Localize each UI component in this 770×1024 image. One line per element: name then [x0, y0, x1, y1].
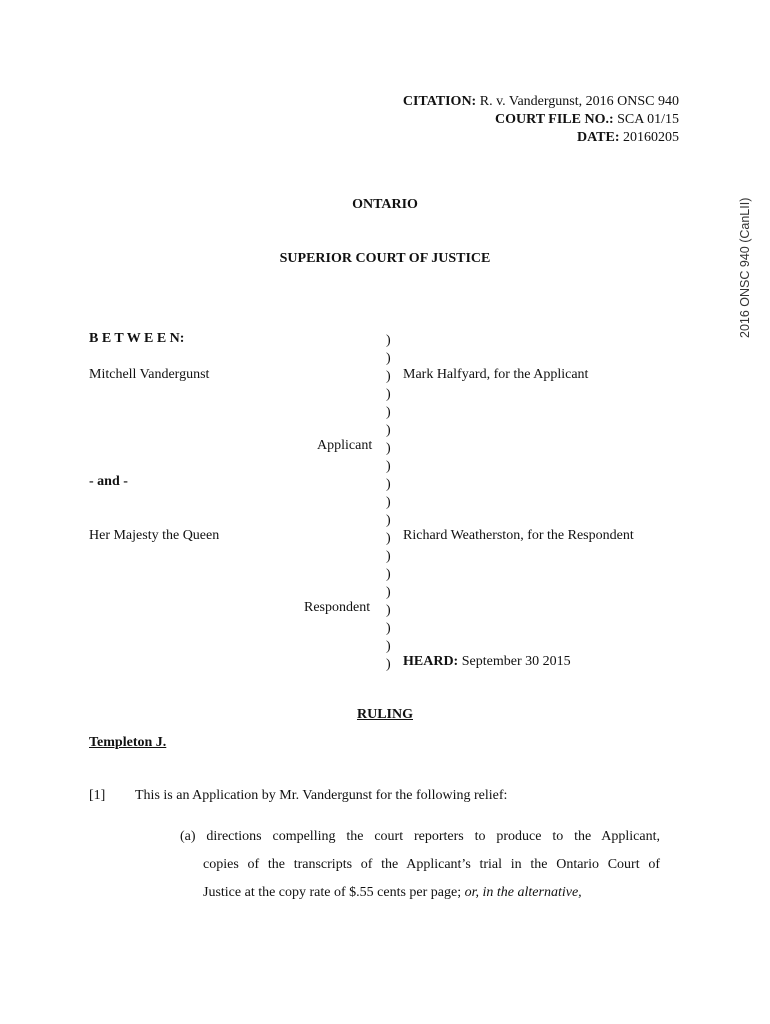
- date-line: [577, 129, 679, 147]
- applicant-name: Mitchell Vandergunst: [89, 367, 210, 382]
- paren: ): [386, 351, 391, 366]
- court-file-value: SCA 01/15: [617, 112, 679, 127]
- relief-item-a-alternative: or, in the alternative,: [464, 885, 582, 900]
- court-file-label: COURT FILE NO.:: [494, 112, 614, 127]
- relief-item-a-line: copies of the transcripts of the Applicant’s trial in the Ontario Court of: [203, 857, 660, 872]
- paren: ): [386, 639, 391, 654]
- paren: ): [386, 387, 391, 402]
- relief-item-a-line: Justice at the copy rate of $.55 cents per page; or, in the alternative,: [203, 885, 582, 900]
- citation-line: [403, 93, 679, 111]
- date-value: 20160205: [623, 130, 679, 145]
- paren: ): [386, 477, 391, 492]
- applicant-counsel: Mark Halfyard, for the Applicant: [403, 367, 589, 382]
- paren: ): [386, 657, 391, 672]
- between-label: B E T W E E N:: [89, 331, 185, 346]
- respondent-label: Respondent: [304, 600, 371, 615]
- canlii-side-tag: 2016 ONSC 940 (CanLII): [738, 197, 752, 338]
- judge-name: Templeton J.: [89, 735, 167, 750]
- court-file-line: [495, 111, 679, 129]
- paren: ): [386, 621, 391, 636]
- paren: ): [386, 585, 391, 600]
- paren: ): [386, 405, 391, 420]
- date-label: DATE:: [576, 130, 620, 145]
- paren: ): [386, 459, 391, 474]
- citation-value: R. v. Vandergunst, 2016 ONSC 940: [479, 94, 679, 109]
- heard-date: September 30 2015: [461, 654, 571, 669]
- paren: ): [386, 495, 391, 510]
- respondent-counsel: Richard Weatherston, for the Respondent: [403, 528, 634, 543]
- heard-label: HEARD:: [403, 654, 459, 669]
- paragraph-number: [1]: [89, 788, 106, 803]
- heard-line: [403, 653, 571, 671]
- paren: ): [386, 441, 391, 456]
- paren: ): [386, 567, 391, 582]
- paren: ): [386, 423, 391, 438]
- jurisdiction-heading: ONTARIO: [352, 197, 418, 212]
- respondent-name: Her Majesty the Queen: [89, 528, 220, 543]
- and-separator: - and -: [89, 474, 128, 489]
- paren: ): [386, 531, 391, 546]
- paren: ): [386, 513, 391, 528]
- ruling-title: RULING: [356, 707, 413, 722]
- relief-item-a: [180, 828, 660, 912]
- paren: ): [386, 549, 391, 564]
- court-heading: SUPERIOR COURT OF JUSTICE: [279, 251, 491, 266]
- paren: ): [386, 603, 391, 618]
- citation-label: CITATION:: [402, 94, 477, 109]
- applicant-label: Applicant: [317, 438, 373, 453]
- relief-item-a-line: (a) directions compelling the court reporters to produce to the Applicant,: [180, 829, 660, 844]
- paragraph-text: This is an Application by Mr. Vandergunst for the following relief:: [135, 788, 508, 803]
- parenthesis-column: [386, 332, 396, 674]
- paren: ): [386, 333, 391, 348]
- paren: ): [386, 369, 391, 384]
